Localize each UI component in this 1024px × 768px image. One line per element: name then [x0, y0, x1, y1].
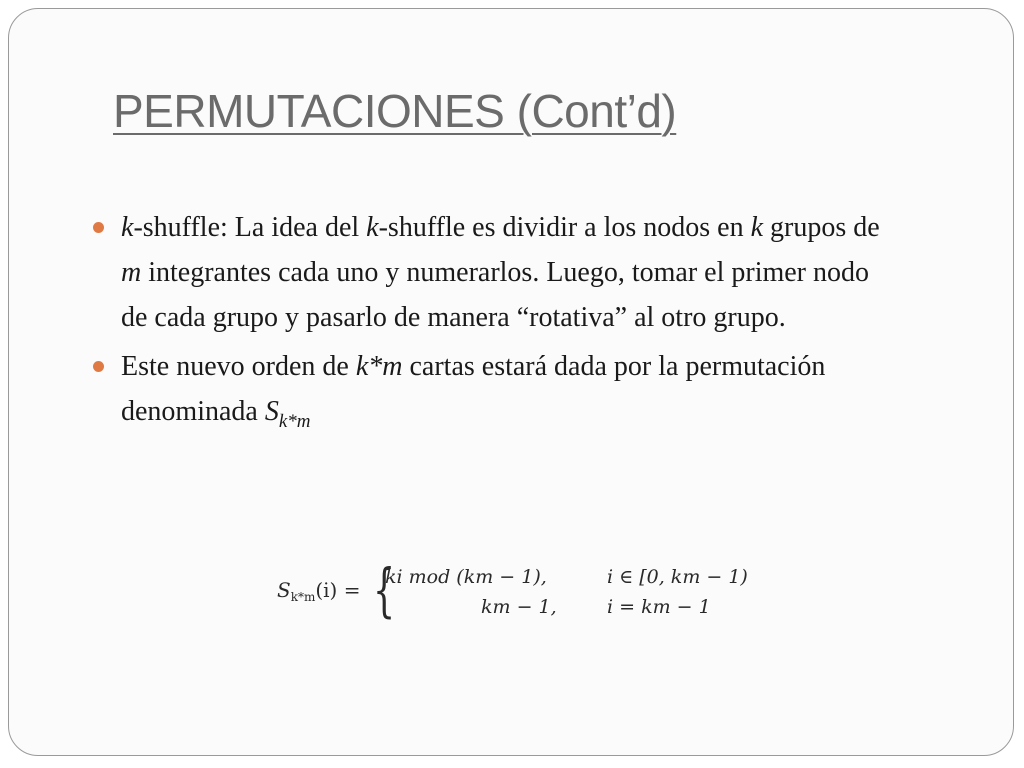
permutation-formula [275, 556, 775, 624]
bullet-item-k-shuffle [92, 205, 892, 340]
text-run: -shuffle: La idea del [133, 212, 367, 243]
var-k: k [121, 212, 134, 243]
var-k: k [750, 212, 764, 243]
text-run: Este nuevo orden de [121, 351, 356, 382]
var-k: k [366, 212, 379, 243]
var-s-subscript: k*m [278, 411, 311, 432]
slide-title: PERMUTACIONES (Cont’d) [113, 85, 677, 137]
formula-s: S [277, 578, 291, 602]
var-m: m [121, 257, 142, 288]
var-s: S [264, 396, 279, 427]
formula-s-subscript: k*m [290, 590, 316, 604]
bullet-dot-icon [93, 222, 104, 233]
formula-case2-expr: km − 1, [481, 596, 557, 618]
text-run: cartas estará dada por la permutación denominada [121, 351, 826, 427]
bullet-list [92, 205, 892, 448]
formula-case1-condition: i ∈ [0, km − 1) [607, 566, 748, 588]
formula-lhs [277, 578, 360, 604]
bullet-dot-icon [93, 361, 104, 372]
formula-case2-condition: i = km − 1 [607, 596, 711, 618]
text-run: grupos de [763, 212, 880, 243]
formula-brace: { [373, 556, 396, 624]
formula-lhs-rest: (i) = [315, 578, 361, 602]
var-km: k*m [355, 351, 403, 382]
text-run: -shuffle es dividir a los nodos en [378, 212, 751, 243]
formula-case1-expr: ki mod (km − 1), [385, 566, 547, 588]
bullet-text [121, 212, 880, 333]
bullet-item-nuevo-orden [92, 344, 892, 444]
bullet-text [121, 351, 826, 432]
text-run: integrantes cada uno y numerarlos. Luego, tomar el primer nodo de cada grupo y pasarlo de manera “rotativa” al otro grupo. [121, 257, 870, 333]
